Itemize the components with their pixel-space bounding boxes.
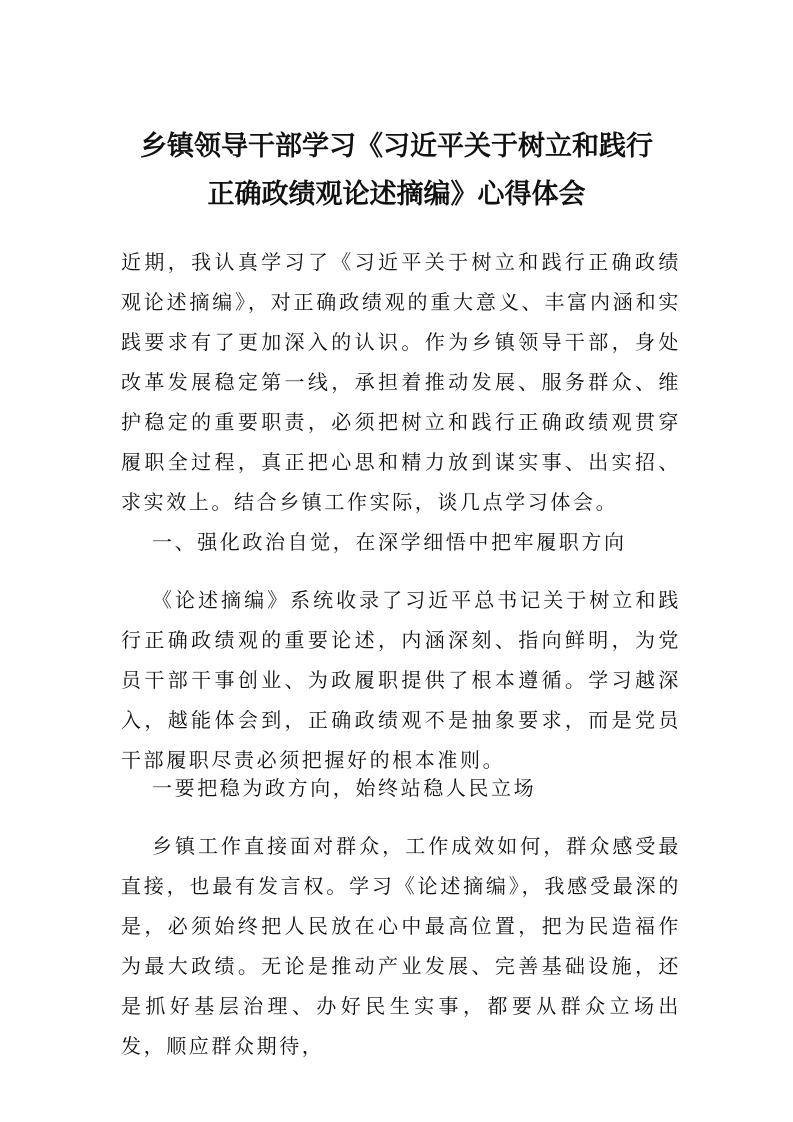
subheading-1: 一要把稳为政方向，始终站稳人民立场 [152,776,537,800]
intro-paragraph: 近期，我认真学习了《习近平关于树立和践行正确政绩观论述摘编》，对正确政绩观的重大意义、丰富内涵和实践要求有了更加深入的认识。作为乡镇领导干部，身处改革发展稳定第一线，承担着推动发展、服务群众、维护稳定的重要职责，必须把树立和践行正确政绩观贯穿履职全过程，真正把心思和精力放到谋实事、出实招、求实效上。结合乡镇工作实际，谈几点学习体会。 [121,250,681,514]
document-title-line-1: 乡镇领导干部学习《习近平关于树立和践行 [140,131,653,162]
section-heading-1: 一、强化政治自觉，在深学细悟中把牢履职方向 [152,530,627,554]
section-1-paragraph: 《论述摘编》系统收录了习近平总书记关于树立和践行正确政绩观的重要论述，内涵深刻、指向鲜明，为党员干部干事创业、为政履职提供了根本遵循。学习越深入，越能体会到，正确政绩观不是抽象要求，而是党员干部履职尽责必须把握好的根本准则。 [121,588,681,772]
subsection-1-paragraph: 乡镇工作直接面对群众，工作成效如何，群众感受最直接，也最有发言权。学习《论述摘编》，我感受最深的是，必须始终把人民放在心中最高位置，把为民造福作为最大政绩。无论是推动产业发展、完善基础设施，还是抓好基层治理、办好民生实事，都要从群众立场出发，顺应群众期待， [121,834,681,1058]
document-title-line-2: 正确政绩观论述摘编》心得体会 [207,179,586,210]
